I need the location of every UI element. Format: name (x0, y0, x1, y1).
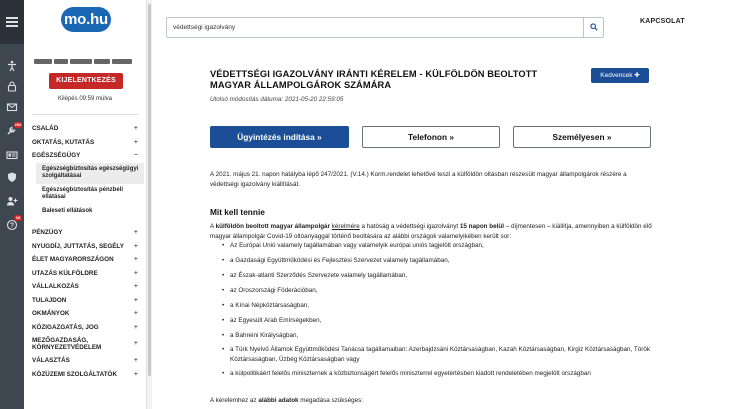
list-item: • a Türk Nyelvű Államok Együttműködési Tanácsa tagállamaiban: Azerbajdzsáni Köztársaságban, Kazah Köztársaságban, Kirgiz Köztársaságban, Török Köztársaságban, Üzbég Köztársaságban vagy (222, 345, 662, 364)
list-item: • a Gazdasági Együttműködési és Fejlesztési Szervezet valamely tagállamában, (222, 256, 662, 266)
section-title: Mit kell tennie (210, 207, 265, 217)
nav-item-elet[interactable]: ÉLET MAGYARORSZÁGON + (32, 256, 138, 263)
user-name-redacted (34, 59, 134, 65)
nav-item-utazas[interactable]: UTAZÁS KÜLFÖLDRE + (32, 269, 138, 277)
list-item: • az Oroszországi Föderációban, (222, 286, 662, 296)
page-title: VÉDETTSÉGI IGAZOLVÁNY IRÁNTI KÉRELEM - KÜLFÖLDÖN BEOLTOTT MAGYAR ÁLLAMPOLGÁROK SZÁMÁRA (210, 69, 538, 90)
search-input[interactable] (173, 21, 573, 34)
list-item: • a Kínai Népköztársaságban, (222, 301, 662, 311)
nav-item-vallalkozas[interactable]: VÁLLALKOZÁS + (32, 283, 138, 290)
site-logo[interactable]: mo.hu (61, 7, 111, 32)
required-data-text: A kérelemhez az alábbi adatok megadása szükséges: (210, 397, 363, 404)
add-user-icon[interactable] (5, 195, 19, 207)
nav-item-csalad[interactable]: CSALÁD + (32, 125, 138, 132)
sidebar-divider (32, 114, 138, 115)
list-item: • a Bahreini Királyságban, (222, 331, 662, 341)
nav-item-penzugy[interactable]: PÉNZÜGY + (32, 229, 138, 236)
sidebar (24, 0, 146, 409)
list-item: • a külpolitikáért felelős miniszternek a közbiztonságért felelős miniszterrel egyetértésben kiadott rendeletében megjelölt országban (222, 369, 662, 379)
search-button[interactable] (583, 18, 603, 37)
search-box (166, 17, 604, 38)
phone-button[interactable]: Telefonon » (362, 126, 500, 148)
sidebar-nav (32, 122, 144, 381)
nav-item-egeszsegugy[interactable]: EGÉSZSÉGÜGY − (32, 152, 138, 159)
id-card-icon[interactable] (5, 149, 19, 161)
session-timer: Kilépés 09:59 múlva (57, 96, 113, 102)
requirements-paragraph: A külföldön beoltott magyar állampolgár kérelmére a hatóság a védettségi igazolványt 15 napon belül – díjmentesen – kiállítja, amennyiben a külföldön élő magyar állampolgár Covid-19 oltóanyaggal történő beoltására az alábbi országok valamelyikében került sor: (210, 223, 652, 240)
nav-item-kozigazgatas[interactable]: KÖZIGAZGATÁS, JOG + (32, 323, 138, 331)
accessibility-icon[interactable] (5, 60, 19, 72)
sidebar-scrollbar-thumb[interactable] (148, 4, 151, 376)
nav-item-mezogazdasag[interactable]: MEZŐGAZDASÁG, KÖRNYEZETVÉDELEM + (32, 337, 138, 351)
sidebar-scrollbar[interactable] (146, 0, 152, 409)
nav-item-okmanyok[interactable]: OKMÁNYOK + (32, 310, 138, 317)
list-item: • az Észak-atlanti Szerződés Szervezete valamely tagállamában, (222, 271, 662, 281)
nav-subitem-egeszsegugyi-szolgaltatasok[interactable]: Egészségbiztosítás egészségügyi szolgáltatásai (36, 163, 144, 184)
plus-icon: ✚ (634, 72, 640, 79)
nav-item-tulajdon[interactable]: TULAJDON + (32, 296, 138, 304)
notification-badge: 202 (14, 122, 22, 127)
menu-toggle-button[interactable] (0, 0, 24, 44)
search-icon (590, 23, 598, 31)
nav-item-nyugdij[interactable]: NYUGDÍJ, JUTTATÁS, SEGÉLY + (32, 242, 138, 250)
list-item: • az Egyesült Arab Emírségekben, (222, 316, 662, 326)
icon-rail (0, 0, 24, 409)
shield-icon[interactable] (5, 171, 19, 183)
list-item: • Az Európai Unió valamely tagállamában vagy valamelyik európai uniós tagjelölt országban, (222, 241, 662, 251)
logout-button[interactable]: KIJELENTKEZÉS (49, 73, 123, 89)
start-online-button[interactable]: Ügyintézés indítása » (210, 126, 349, 148)
in-person-button[interactable]: Személyesen » (513, 126, 651, 148)
favorites-button[interactable]: Kedvencek ✚ (591, 68, 649, 83)
nav-subitem-penzbeli-ellatasok[interactable]: Egészségbiztosítás pénzbeli ellátásai (42, 186, 124, 200)
nav-item-valasztas[interactable]: VÁLASZTÁS + (32, 357, 138, 364)
intro-text: A 2021. május 21. napon hatályba lépő 247/2021. (V.14.) Korm.rendelet lehetővé teszi a külföldön oltásban részesült magyar állampolgárok részére a védettségi igazolvány kiállítását. (210, 171, 627, 188)
nav-item-kozuzemi[interactable]: KÖZÜZEMI SZOLGÁLTATÓK + (32, 370, 138, 378)
request-link[interactable]: kérelmére (331, 223, 360, 230)
contact-link[interactable]: KAPCSOLAT (640, 18, 685, 25)
hamburger-icon (6, 17, 18, 19)
nav-subitem-baleseti-ellatasok[interactable]: Baleseti ellátások (42, 207, 93, 214)
help-badge: 16 (15, 215, 21, 220)
svg-text:?: ? (9, 222, 15, 230)
nav-item-oktatas[interactable]: OKTATÁS, KUTATÁS + (32, 138, 138, 146)
mail-icon[interactable] (5, 101, 19, 113)
lock-icon[interactable] (5, 80, 19, 92)
last-modified: Utolsó módosítás dátuma: 2021-05-20 22:59:05 (210, 96, 344, 103)
